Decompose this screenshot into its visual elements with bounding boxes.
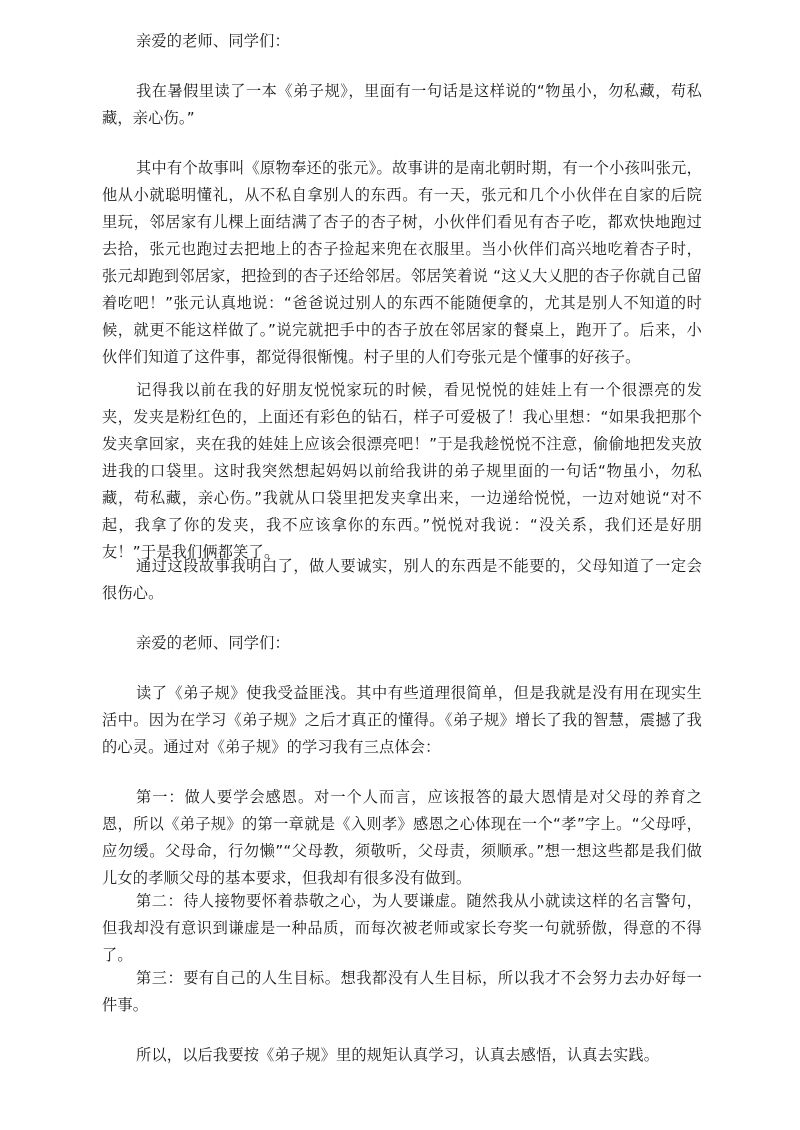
paragraph-reflection: 读了《弟子规》使我受益匪浅。其中有些道理很简单，但是我就是没有用在现实生活中。因为在学习《弟子规》之后才真正的懂得。《弟子规》增长了我的智慧，震撼了我的心灵。通过对《弟子规》的学习我有三点体会： <box>102 684 702 756</box>
salutation: 亲爱的老师、同学们： <box>136 32 290 50</box>
paragraph-experience: 记得我以前在我的好朋友悦悦家玩的时候，看见悦悦的娃娃上有一个很漂亮的发夹，发夹是粉红色的，上面还有彩色的钻石，样子可爱极了！我心里想：“如果我把那个发夹拿回家，夹在我的娃娃上应该会很漂亮吧！”于是我趁悦悦不注意，偷偷地把发夹放进我的口袋里。这时我突然想起妈妈以前给我讲的弟子规里面的一句话“物虽小，勿私藏，苟私藏，亲心伤。”我就从口袋里把发夹拿出来，一边递给悦悦，一边对她说“对不起，我拿了你的发夹，我不应该拿你的东西。”悦悦对我说：“没关系，我们还是好朋友！”于是我们俩都笑了。 <box>102 381 702 561</box>
paragraph-point-two: 第二：待人接物要怀着恭敬之心，为人要谦虚。随然我从小就读这样的名言警句，但我却没有意识到谦虚是一种品质，而每次被老师或家长夸奖一句就骄傲，得意的不得了。 <box>102 892 702 964</box>
salutation-second: 亲爱的老师、同学们： <box>136 634 290 652</box>
paragraph-lesson: 通过这段故事我明白了，做人要诚实，别人的东西是不能要的，父母知道了一定会很伤心。 <box>102 557 702 602</box>
paragraph-point-one: 第一：做人要学会感恩。对一个人而言，应该报答的最大恩情是对父母的养育之恩，所以《弟子规》的第一章就是《入则孝》感恩之心体现在一个“孝”字上。“父母呼，应勿缓。父母命，行勿懒”“父母教，须敬听，父母责，须顺承。”想一想这些都是我们做儿女的孝顺父母的基本要求，但我却有很多没有做到。 <box>102 788 702 887</box>
paragraph-story: 其中有个故事叫《原物奉还的张元》。故事讲的是南北朝时期，有一个小孩叫张元，他从小就聪明懂礼，从不私自拿别人的东西。有一天，张元和几个小伙伴在自家的后院里玩，邻居家有儿棵上面结满了杏子的杏子树，小伙伴们看见有杏子吃，都欢快地跑过去拾，张元也跑过去把地上的杏子捡起来兜在衣服里。当小伙伴们高兴地吃着杏子时，张元却跑到邻居家，把捡到的杏子还给邻居。邻居笑着说 “这乂大乂肥的杏子你就自己留着吃吧！”张元认真地说：“爸爸说过别人的东西不能随便拿的，尤其是别人不知道的时候，就更不能这样做了。”说完就把手中的杏子放在邻居家的餐桌上，跑开了。后来，小伙伴们知道了这件事，都觉得很惭愧。村子里的人们夸张元是个懂事的好孩子。 <box>102 159 702 366</box>
paragraph-point-three: 第三：要有自己的人生目标。想我都没有人生目标，所以我才不会努力去办好每一件事。 <box>102 969 702 1014</box>
paragraph-intro: 我在暑假里读了一本《弟子规》，里面有一句话是这样说的“物虽小，勿私藏，苟私藏，亲心伤。” <box>102 82 702 127</box>
paragraph-conclusion: 所以，以后我要按《弟子规》里的规矩认真学习，认真去感悟，认真去实践。 <box>136 1046 660 1064</box>
